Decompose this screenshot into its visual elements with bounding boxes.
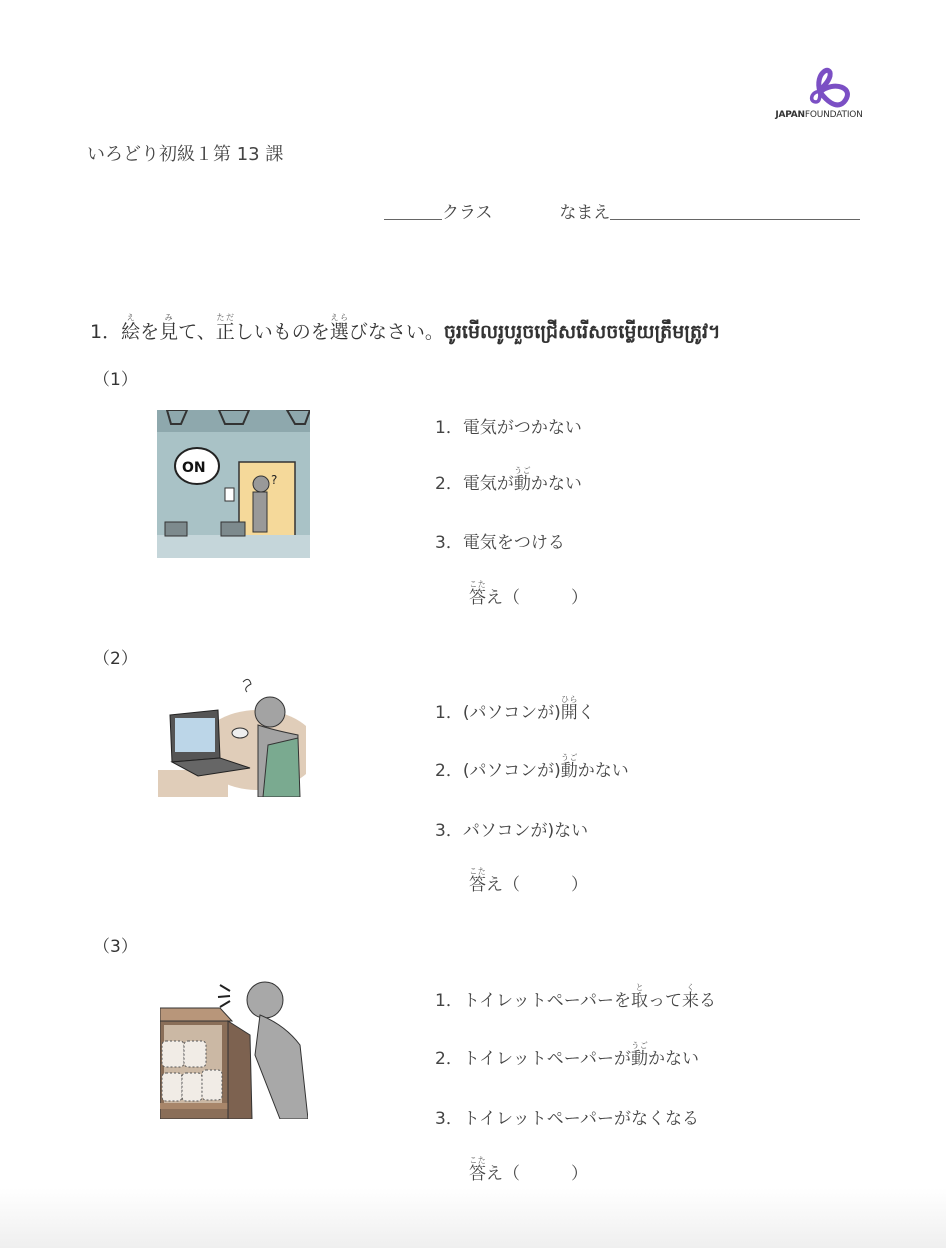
class-blank[interactable] <box>384 203 442 220</box>
page-bottom-shadow <box>0 1188 946 1248</box>
svg-text:?: ? <box>271 473 278 487</box>
item-3-option-2[interactable]: 2．トイレットペーパーが動うごかない <box>435 1041 699 1069</box>
question-number: 1． <box>90 321 122 343</box>
toilet-paper-shelf-illustration <box>160 975 308 1119</box>
name-label: なまえ <box>559 203 611 223</box>
name-blank[interactable] <box>610 203 860 220</box>
khmer-instruction: ចូរមើលរូបរួចជ្រើសរើសចម្លើយត្រឹមត្រូវ។ <box>443 321 721 343</box>
item-1-label: （1） <box>93 370 138 390</box>
class-name-fields <box>384 198 860 223</box>
item-1-option-3[interactable]: 3．電気をつける <box>435 533 565 553</box>
svg-text:ON: ON <box>182 460 206 476</box>
item-3-option-1[interactable]: 1．トイレットペーパーを取とって来くる <box>435 983 716 1011</box>
computer-not-working-illustration <box>158 670 306 797</box>
japan-foundation-logo <box>774 62 864 126</box>
question-instruction: 1．絵えを見みて、正ただしいものを選えらびなさい。ចូរមើលរូបរួចជ្រើសរើសចម្លើយត្រឹមត្រូវ។ <box>90 313 721 343</box>
logo-wordmark: JAPANFOUNDATION <box>775 110 863 120</box>
item-2-option-1[interactable]: 1．(パソコンが)開ひらく <box>435 695 595 723</box>
course-title: いろどり初級１第 13 課 <box>87 144 284 165</box>
item-2-option-3[interactable]: 3．パソコンが)ない <box>435 821 589 841</box>
butterfly-icon <box>774 62 864 110</box>
class-label: クラス <box>442 203 493 223</box>
item-1-option-2[interactable]: 2．電気が動うごかない <box>435 466 582 494</box>
item-3-option-3[interactable]: 3．トイレットペーパーがなくなる <box>435 1109 699 1129</box>
item-2-answer-field[interactable]: 答こたえ（ ） <box>469 867 588 895</box>
item-3-label: （3） <box>93 937 138 957</box>
item-3-answer-field[interactable]: 答こたえ（ ） <box>469 1156 588 1184</box>
item-1-option-1[interactable]: 1．電気がつかない <box>435 418 582 438</box>
item-2-option-2[interactable]: 2．(パソコンが)動うごかない <box>435 753 629 781</box>
item-1-answer-field[interactable]: 答こたえ（ ） <box>469 580 588 608</box>
light-switch-on-illustration <box>157 410 310 558</box>
item-2-label: （2） <box>93 649 138 669</box>
